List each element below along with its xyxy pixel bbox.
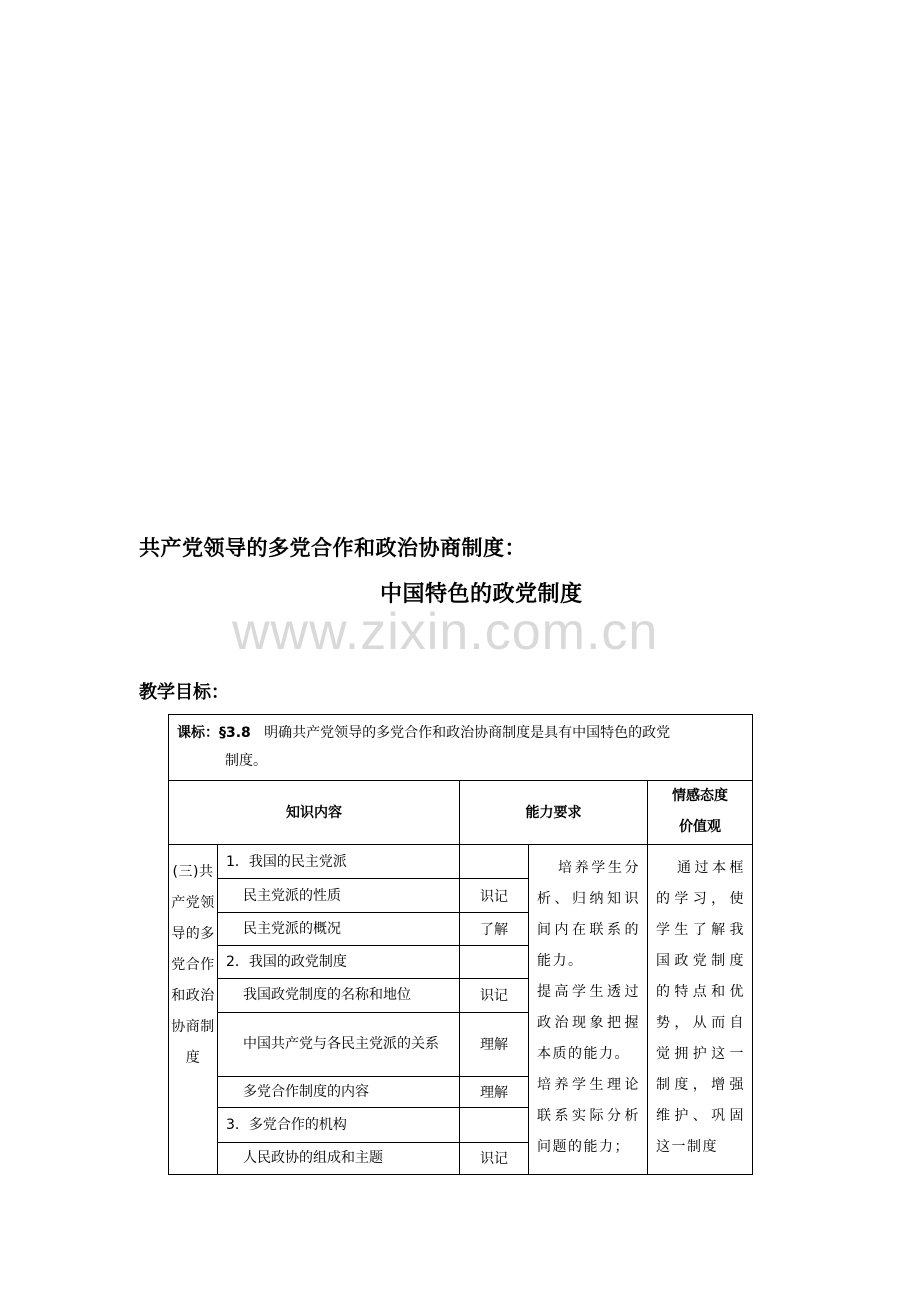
emotion-values-cell: 通过本框的学习，使学生了解我国政党制度的特点和优势，从而自觉拥护这一制度，增强维护、巩固这一制度: [648, 845, 753, 1175]
doc-title-line2: 中国特色的政党制度: [380, 582, 583, 607]
ability-level: 识记: [460, 979, 529, 1012]
doc-title-line1: 共产党领导的多党合作和政治协商制度：: [139, 536, 526, 560]
ability-level: 了解: [460, 912, 529, 945]
curriculum-standard-cell: [169, 715, 753, 781]
standard-text-line1: 明确共产党领导的多党合作和政治协商制度是具有中国特色的政党: [264, 725, 671, 741]
knowledge-item: 多党合作制度的内容: [218, 1077, 460, 1108]
header-emotion: [648, 780, 753, 845]
ability-text-3: 培养学生理论联系实际分析问题的能力；: [537, 1077, 640, 1156]
knowledge-item: 2．我国的政党制度: [218, 945, 460, 978]
knowledge-item: 民主党派的概况: [218, 912, 460, 945]
header-emotion-line1: 情感态度: [672, 788, 728, 805]
knowledge-item: 1．我国的民主党派: [218, 845, 460, 879]
knowledge-item: 中国共产党与各民主党派的关系: [218, 1012, 460, 1077]
knowledge-item: 人民政协的组成和主题: [218, 1142, 460, 1174]
header-emotion-line2: 价值观: [679, 819, 721, 836]
header-knowledge: 知识内容: [169, 780, 460, 845]
standard-label: 课标：§3.8: [177, 725, 251, 741]
ability-text-1: 培养学生分析、归纳知识间内在联系的能力。: [537, 860, 640, 970]
ability-level: 识记: [460, 879, 529, 912]
standard-text-line2: 制度。: [225, 753, 267, 769]
ability-level: 理解: [460, 1077, 529, 1108]
knowledge-item: 民主党派的性质: [218, 879, 460, 912]
section-label: 教学目标：: [139, 682, 229, 703]
ability-level: [460, 845, 529, 879]
header-ability: 能力要求: [460, 780, 648, 845]
knowledge-item: 我国政党制度的名称和地位: [218, 979, 460, 1012]
watermark: www.zixin.com.cn: [232, 603, 659, 661]
ability-text-2: 提高学生透过政治现象把握本质的能力。: [537, 984, 640, 1063]
knowledge-item: 3．多党合作的机构: [218, 1108, 460, 1142]
ability-level: [460, 945, 529, 978]
section-title-cell: (三)共产党领导的多党合作和政治协商制度: [169, 845, 218, 1175]
ability-level: 理解: [460, 1012, 529, 1077]
ability-level: [460, 1108, 529, 1142]
objectives-table: [168, 714, 753, 1175]
ability-requirements-cell: [529, 845, 648, 1175]
ability-level: 识记: [460, 1142, 529, 1174]
